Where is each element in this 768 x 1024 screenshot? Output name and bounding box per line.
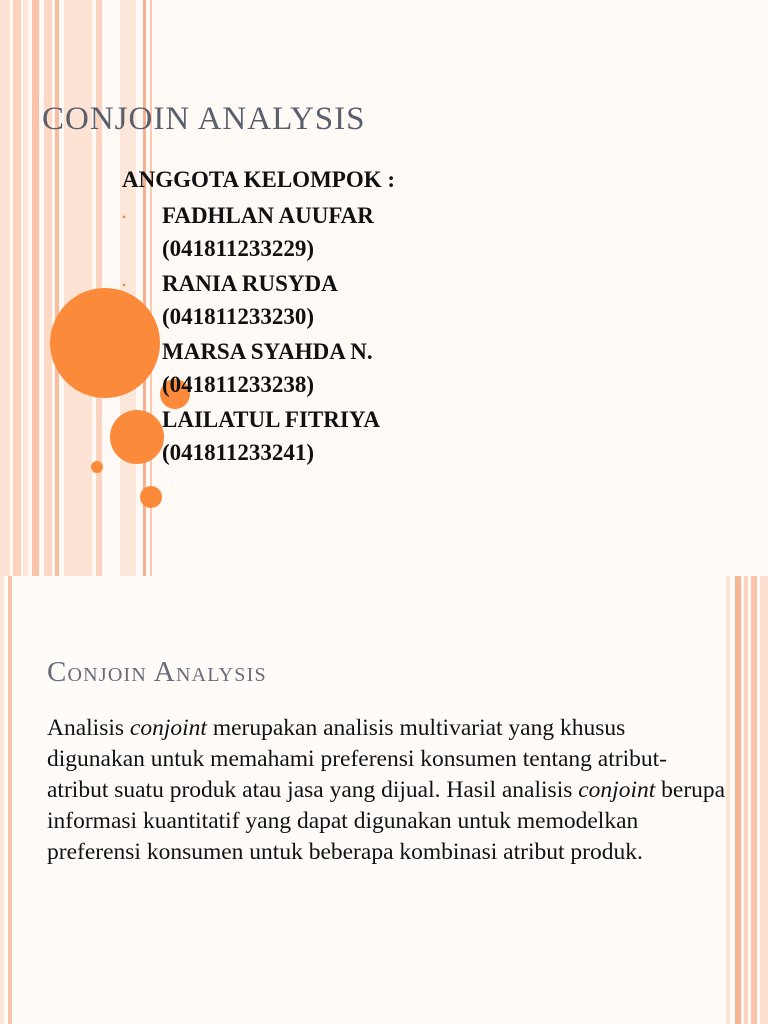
member-name: MARSA SYAHDA N.	[162, 339, 373, 364]
text-run: berupa informasi kuantitatif yang dapat digunakan untuk memodelkan preferensi konsumen untuk beberapa kombinasi atribut produk.	[47, 777, 726, 865]
member-name: RANIA RUSYDA	[162, 271, 338, 296]
decor-stripe	[744, 576, 748, 1024]
decor-stripe	[13, 0, 21, 576]
member-id: (041811233241)	[162, 440, 315, 465]
decor-stripe	[8, 576, 12, 1024]
decor-stripe	[23, 0, 28, 576]
slide-content	[0, 576, 768, 1024]
member-id: (041811233229)	[162, 236, 315, 261]
member-id: (041811233230)	[162, 304, 315, 329]
decor-stripe	[735, 576, 741, 1024]
decor-stripe	[32, 0, 39, 576]
bullet-icon: •	[122, 414, 127, 428]
decor-stripe	[55, 0, 59, 576]
member-name: LAILATUL FITRIYA	[162, 407, 380, 432]
decor-stripe	[64, 0, 92, 576]
members-heading: ANGGOTA KELOMPOK :	[122, 167, 396, 192]
decor-stripe	[751, 576, 757, 1024]
body-paragraph	[47, 713, 727, 868]
list-item	[122, 200, 722, 265]
decor-stripe	[0, 576, 4, 1024]
decor-stripe	[760, 576, 768, 1024]
decor-circle-small	[140, 486, 162, 508]
list-item	[122, 336, 722, 401]
italic-term: conjoint	[578, 777, 656, 803]
bullet-icon: •	[122, 346, 127, 360]
bullet-icon: •	[122, 210, 127, 224]
member-id: (041811233238)	[162, 372, 315, 397]
member-name: FADHLAN AUUFAR	[162, 203, 374, 228]
slide-title-heading: CONJOIN ANALYSIS	[42, 101, 366, 137]
list-item	[122, 404, 722, 469]
text-run: merupakan analisis multivariat yang khusus digunakan untuk memahami preferensi konsumen tentang atribut-atribut suatu produk atau jasa yang dijual. Hasil analisis	[47, 715, 667, 803]
decor-stripe	[44, 0, 52, 576]
italic-term: conjoint	[129, 715, 207, 741]
bullet-icon: •	[122, 278, 127, 292]
decor-circle-tiny	[91, 461, 103, 473]
slide-heading: Conjoin Analysis	[47, 656, 267, 688]
list-item	[122, 268, 722, 333]
member-list	[122, 200, 722, 472]
decor-stripe	[0, 0, 10, 576]
text-run: Analisis	[47, 715, 130, 741]
